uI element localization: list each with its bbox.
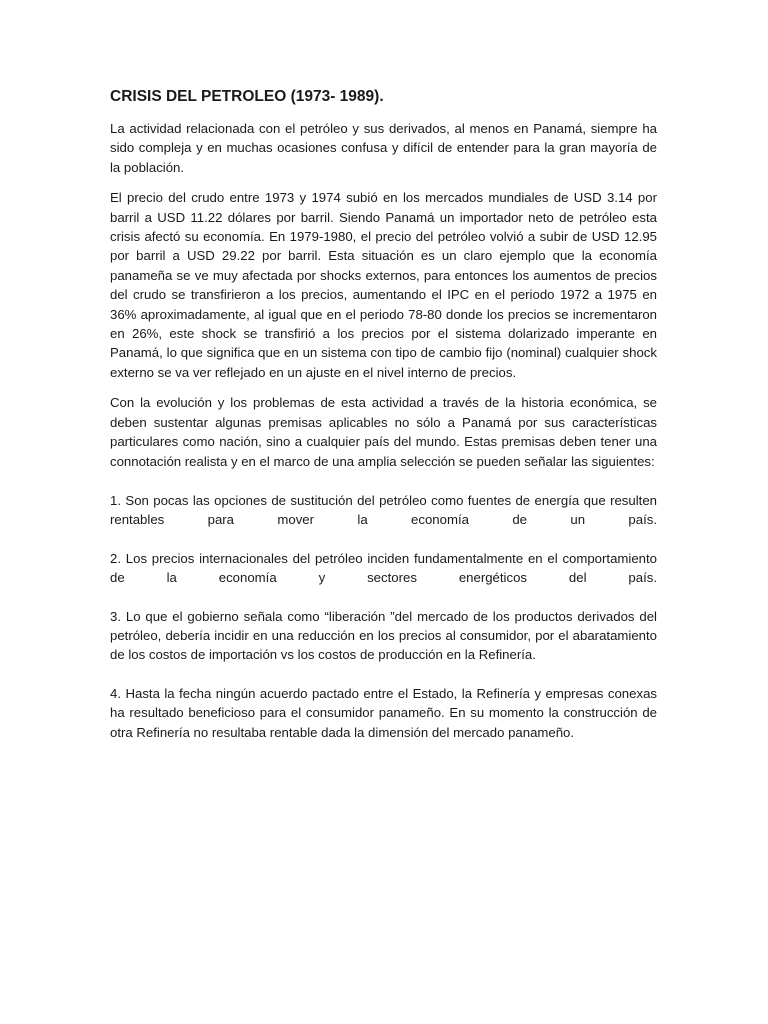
premise-item-4: 4. Hasta la fecha ningún acuerdo pactado entre el Estado, la Refinería y empresas conexas ha resultado beneficioso para el consumidor panameño. En su momento la construcción de otra Refinería no resultaba rentable dada la dimensión del mercado panameño. <box>110 685 657 740</box>
document-title: CRISIS DEL PETROLEO (1973- 1989). <box>110 88 384 105</box>
paragraph-price-history: El precio del crudo entre 1973 y 1974 subió en los mercados mundiales de USD 3.14 por barril a USD 11.22 dólares por barril. Siendo Panamá un importador neto de petróleo esta crisis afectó su economía. En 1979-1980, el precio del petróleo volvió a subir de USD 12.95 por barril a USD 29.22 por barril. Esta situación es un claro ejemplo que la economía panameña se ve muy afectada por shocks externos, para entonces los aumentos de precios del crudo se transfirieron a los precios, aumentando el IPC en el periodo 1972 a 1975 en 36% aproximadamente, al igual que en el periodo 78-80 donde los precios se incrementaron en 26%, este shock se transfirió a los precios por el sistema dolarizado imperante en Panamá, lo que significa que en un sistema con tipo de cambio fijo (nominal) cualquier shock externo se va ver reflejado en un ajuste en el nivel interno de precios. <box>110 190 657 380</box>
section-spacer <box>110 482 657 491</box>
premise-item-2: 2. Los precios internacionales del petróleo inciden fundamentalmente en el comportamiento de la economía y sectores energéticos del país. <box>110 550 657 586</box>
paragraph-intro: La actividad relacionada con el petróleo y sus derivados, al menos en Panamá, siempre ha sido compleja y en muchas ocasiones confusa y difícil de entender para la gran mayoría de la población. <box>110 121 657 175</box>
premise-item-1: 1. Son pocas las opciones de sustitución del petróleo como fuentes de energía que resulten rentables para mover la economía de un país. <box>110 492 657 528</box>
premise-item-3: 3. Lo que el gobierno señala como “liberación ”del mercado de los productos derivados del petróleo, debería incidir en una reducción en los precios al consumidor, por el abaratamiento de los costos de importación vs los costos de producción en la Refinería. <box>110 608 657 663</box>
document-page <box>110 86 657 761</box>
paragraph-premises-intro: Con la evolución y los problemas de esta actividad a través de la historia económica, se deben sustentar algunas premisas aplicables no sólo a Panamá por sus características particulares como nación, sino a cualquier país del mundo. Estas premisas deben tener una connotación realista y en el marco de una amplia selección se pueden señalar las siguientes: <box>110 395 657 469</box>
